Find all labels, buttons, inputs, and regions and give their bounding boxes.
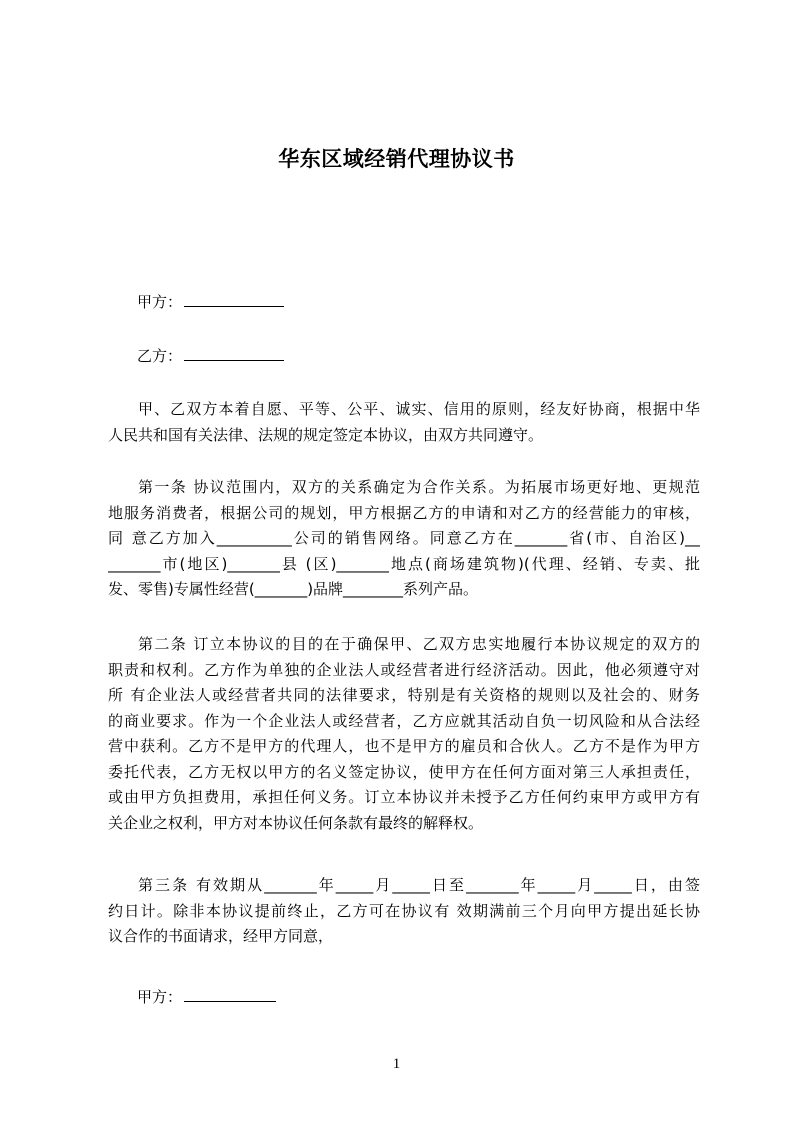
party-a-label: 甲方： bbox=[137, 293, 183, 311]
party-a-label: 甲方： bbox=[137, 988, 183, 1006]
text-line: 议合作的书面请求，经甲方同意， bbox=[108, 927, 334, 945]
party-b-line bbox=[137, 345, 284, 366]
party-b-label: 乙方： bbox=[137, 347, 183, 365]
text-line: 或由甲方负担费用，承担任何义务。订立本协议并未授予乙方任何约束甲方或甲方有 bbox=[108, 788, 700, 806]
text-line: 甲、乙双方本着自愿、平等、公平、诚实、信用的原则，经友好协商，根据中华 bbox=[138, 400, 700, 418]
text-line: 约日计。除非本协议提前终止，乙方可在协议有 效期满前三个月向甲方提出延长协 bbox=[108, 901, 700, 920]
text-line: 营中获利。乙方不是甲方的代理人，也不是甲方的雇员和合伙人。乙方不是作为甲方 bbox=[108, 737, 700, 755]
article-1-paragraph bbox=[108, 475, 700, 603]
text-line: 同 意乙方加入__________公司的销售网络。同意乙方在_______省(市、自治区)__ bbox=[108, 529, 700, 547]
article-3-paragraph bbox=[108, 873, 700, 950]
party-a-line bbox=[137, 291, 284, 312]
text-line: 委托代表，乙方无权以甲方的名义签定协议，使甲方在任何方面对第三人承担责任， bbox=[108, 762, 700, 781]
text-line: 地服务消费者，根据公司的规划，甲方根据乙方的申请和对乙方的经营能力的审核， bbox=[108, 503, 700, 522]
party-a-signature-line bbox=[137, 986, 276, 1007]
text-line: 第二条 订立本协议的目的在于确保甲、乙双方忠实地履行本协议规定的双方的 bbox=[138, 635, 700, 653]
text-line: 关企业之权利，甲方对本协议任何条款有最终的解释权。 bbox=[108, 813, 484, 832]
page-number: 1 bbox=[392, 1056, 401, 1072]
party-a-blank bbox=[184, 291, 284, 307]
party-a-signature-blank bbox=[184, 986, 276, 1002]
text-line: 所 有企业法人或经营者共同的法律要求，特别是有关资格的规则以及社会的、财务 bbox=[108, 686, 700, 704]
text-line: 发、零售)专属性经营(_______)品牌________系列产品。 bbox=[108, 580, 479, 598]
text-line: 第三条 有效期从_______年_____月_____日至_______年_____月_____日，由签 bbox=[138, 876, 700, 894]
party-b-blank bbox=[184, 345, 284, 361]
text-line: 人民共和国有关法律、法规的规定签定本协议，由双方共同遵守。 bbox=[108, 425, 544, 444]
document-title: 华东区域经销代理协议书 bbox=[278, 147, 515, 171]
text-line: _______市(地区)_______县 (区)_______地点(商场建筑物)(代理、经销、专卖、批 bbox=[108, 554, 700, 573]
intro-paragraph bbox=[108, 397, 700, 448]
text-line: 的商业要求。作为一个企业法人或经营者，乙方应就其活动自负一切风险和从合法经 bbox=[108, 711, 700, 730]
text-line: 职责和权利。乙方作为单独的企业法人或经营者进行经济活动。因此，他必须遵守对 bbox=[108, 660, 700, 679]
text-line: 第一条 协议范围内，双方的关系确定为合作关系。为拓展市场更好地、更规范 bbox=[138, 478, 700, 496]
article-2-paragraph bbox=[108, 632, 700, 836]
